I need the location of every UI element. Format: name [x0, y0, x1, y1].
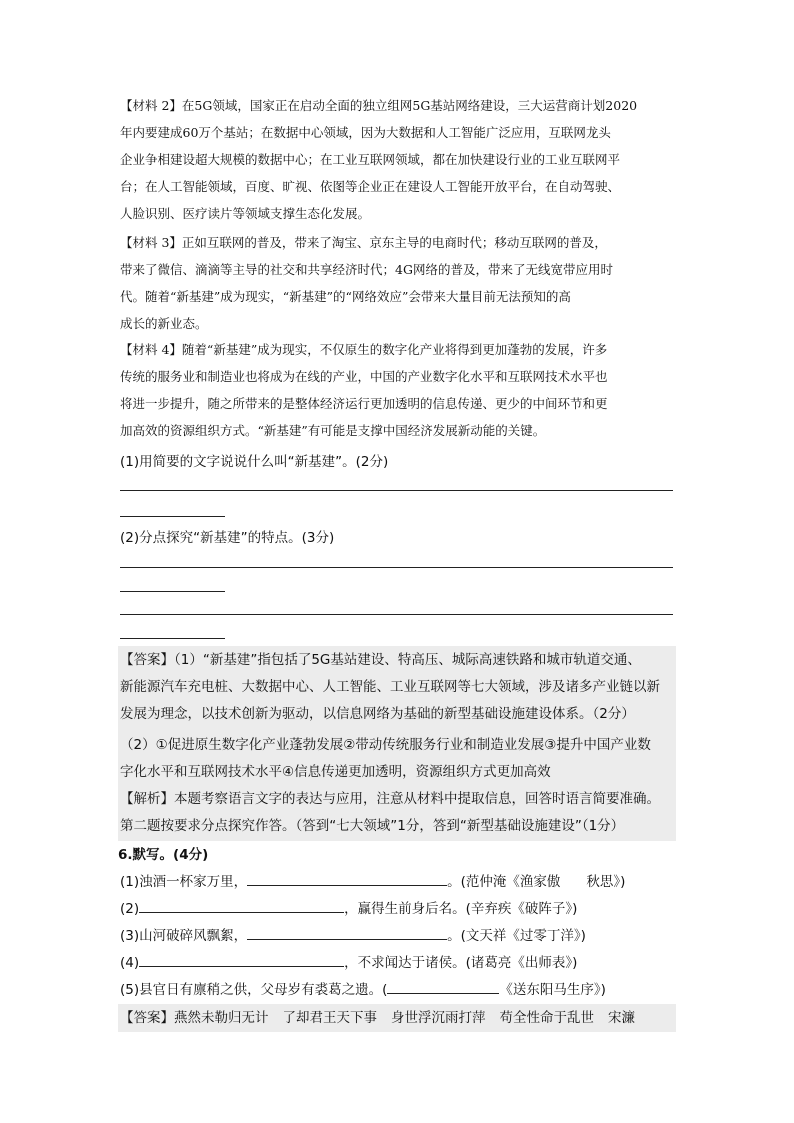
fill-item-5	[120, 978, 606, 998]
fill-blank[interactable]	[139, 898, 344, 913]
material-4	[120, 336, 675, 444]
answer-line-text: 新能源汽车充电桩、大数据中心、人工智能、工业互联网等七大领域，涉及诸多产业链以新	[120, 679, 660, 695]
answer-line-text: 字化水平和互联网技术水平④信息传递更加透明，资源组织方式更加高效	[120, 764, 551, 780]
text-line: 台；在人工智能领域，百度、旷视、依图等企业正在建设人工智能开放平台，在自动驾驶、	[120, 179, 621, 194]
text-line: 代。随着“新基建”成为现实，“新基建”的“网络效应”会带来大量目前无法预知的高	[120, 289, 571, 304]
fill-blank[interactable]	[247, 871, 447, 886]
section-6-title: 6.默写。(4分)	[118, 847, 209, 863]
text-line: 成长的新业态。	[120, 316, 208, 331]
text-line: 加高效的资源组织方式。“新基建”有可能是支撑中国经济发展新动能的关键。	[120, 423, 546, 438]
fill-item-3	[120, 924, 586, 944]
analysis-line-text: 【解析】本题考察语言文字的表达与应用，注意从材料中提取信息，回答时语言简要准确。	[120, 791, 660, 807]
answer-item: 苟全性命于乱世	[499, 1010, 594, 1026]
fill-suffix: ，赢得生前身后名。(辛弃疾《破阵子》)	[344, 901, 578, 917]
text-line: 将进一步提升，随之所带来的是整体经济运行更加透明的信息传递、更少的中间环节和更	[120, 396, 608, 411]
fill-prefix: (3)山河破碎风飘絮，	[120, 928, 248, 944]
text-line: 人脸识别、医疗读片等领域支撑生态化发展。	[120, 206, 371, 221]
fill-item-4	[120, 951, 577, 971]
answer-line[interactable]	[120, 567, 673, 568]
answer-item: 身世浮沉雨打萍	[391, 1010, 486, 1026]
text-line: 【材料 4】随着“新基建”成为现实，不仅原生的数字化产业将得到更加蓬勃的发展，许多	[120, 342, 608, 357]
fill-item-1	[120, 870, 625, 890]
fill-blank[interactable]	[247, 925, 447, 940]
answer-item: 燕然未勒归无计	[174, 1010, 269, 1026]
question-2: (2)分点探究“新基建”的特点。(3分)	[120, 530, 335, 546]
analysis-line-text: 第二题按要求分点探究作答。（答到“七大领域”1分，答到“新型基础设施建设”（1分）	[120, 818, 625, 834]
answer-line-text: 【答案】（1）“新基建”指包括了5G基站建设、特高压、城际高速铁路和城市轨道交通、	[120, 652, 641, 668]
answer-line[interactable]	[120, 638, 225, 639]
answer-line[interactable]	[120, 516, 225, 517]
text-line: 【材料 2】在5G领域，国家正在启动全面的独立组网5G基站网络建设，三大运营商计划2020	[120, 98, 638, 113]
material-3	[120, 229, 675, 337]
answer-label: 【答案】	[120, 1010, 174, 1026]
text-line: 带来了微信、滴滴等主导的社交和共享经济时代；4G网络的普及，带来了无线宽带应用时	[120, 262, 613, 277]
fill-suffix: 《送东阳马生序》)	[499, 982, 606, 998]
material-2	[120, 92, 675, 227]
answer-line[interactable]	[120, 614, 673, 615]
fill-suffix: 。(文天祥《过零丁洋》)	[447, 928, 586, 944]
fill-prefix: (5)县官日有廪稍之供，父母岁有裘葛之遗。(	[120, 982, 388, 998]
answer-line[interactable]	[120, 490, 673, 491]
fill-suffix: 秋思》)	[586, 874, 626, 890]
answer-block-2	[118, 1004, 676, 1032]
answer-item: 宋濂	[608, 1010, 635, 1026]
fill-prefix: (1)浊酒一杯家万里，	[120, 874, 248, 890]
text-line: 年内要建成60万个基站；在数据中心领域，因为大数据和人工智能广泛应用，互联网龙头	[120, 125, 611, 140]
text-line: 企业争相建设超大规模的数据中心；在工业互联网领域，都在加快建设行业的工业互联网平	[120, 152, 621, 167]
answer-block	[118, 646, 676, 841]
answer-item: 了却君王天下事	[282, 1010, 377, 1026]
fill-prefix: (4)	[120, 955, 140, 971]
fill-blank[interactable]	[139, 952, 344, 967]
text-line: 【材料 3】正如互联网的普及，带来了淘宝、京东主导的电商时代；移动互联网的普及，	[120, 235, 607, 250]
fill-suffix: ，不求闻达于诸侯。(诸葛亮《出师表》)	[344, 955, 578, 971]
fill-blank[interactable]	[387, 979, 499, 994]
fill-prefix: (2)	[120, 901, 140, 917]
fill-suffix: 。(范仲淹《渔家傲	[447, 874, 561, 890]
answer-line-text: （2）①促进原生数字化产业蓬勃发展②带动传统服务行业和制造业发展③提升中国产业数	[120, 737, 651, 753]
answer-line[interactable]	[120, 591, 225, 592]
fill-item-2	[120, 897, 577, 917]
text-line: 传统的服务业和制造业也将成为在线的产业，中国的产业数字化水平和互联网技术水平也	[120, 369, 608, 384]
question-1: (1)用简要的文字说说什么叫“新基建”。(2分)	[120, 454, 389, 470]
answer-line-text: 发展为理念，以技术创新为驱动，以信息网络为基础的新型基础设施建设体系。（2分）	[120, 706, 635, 722]
